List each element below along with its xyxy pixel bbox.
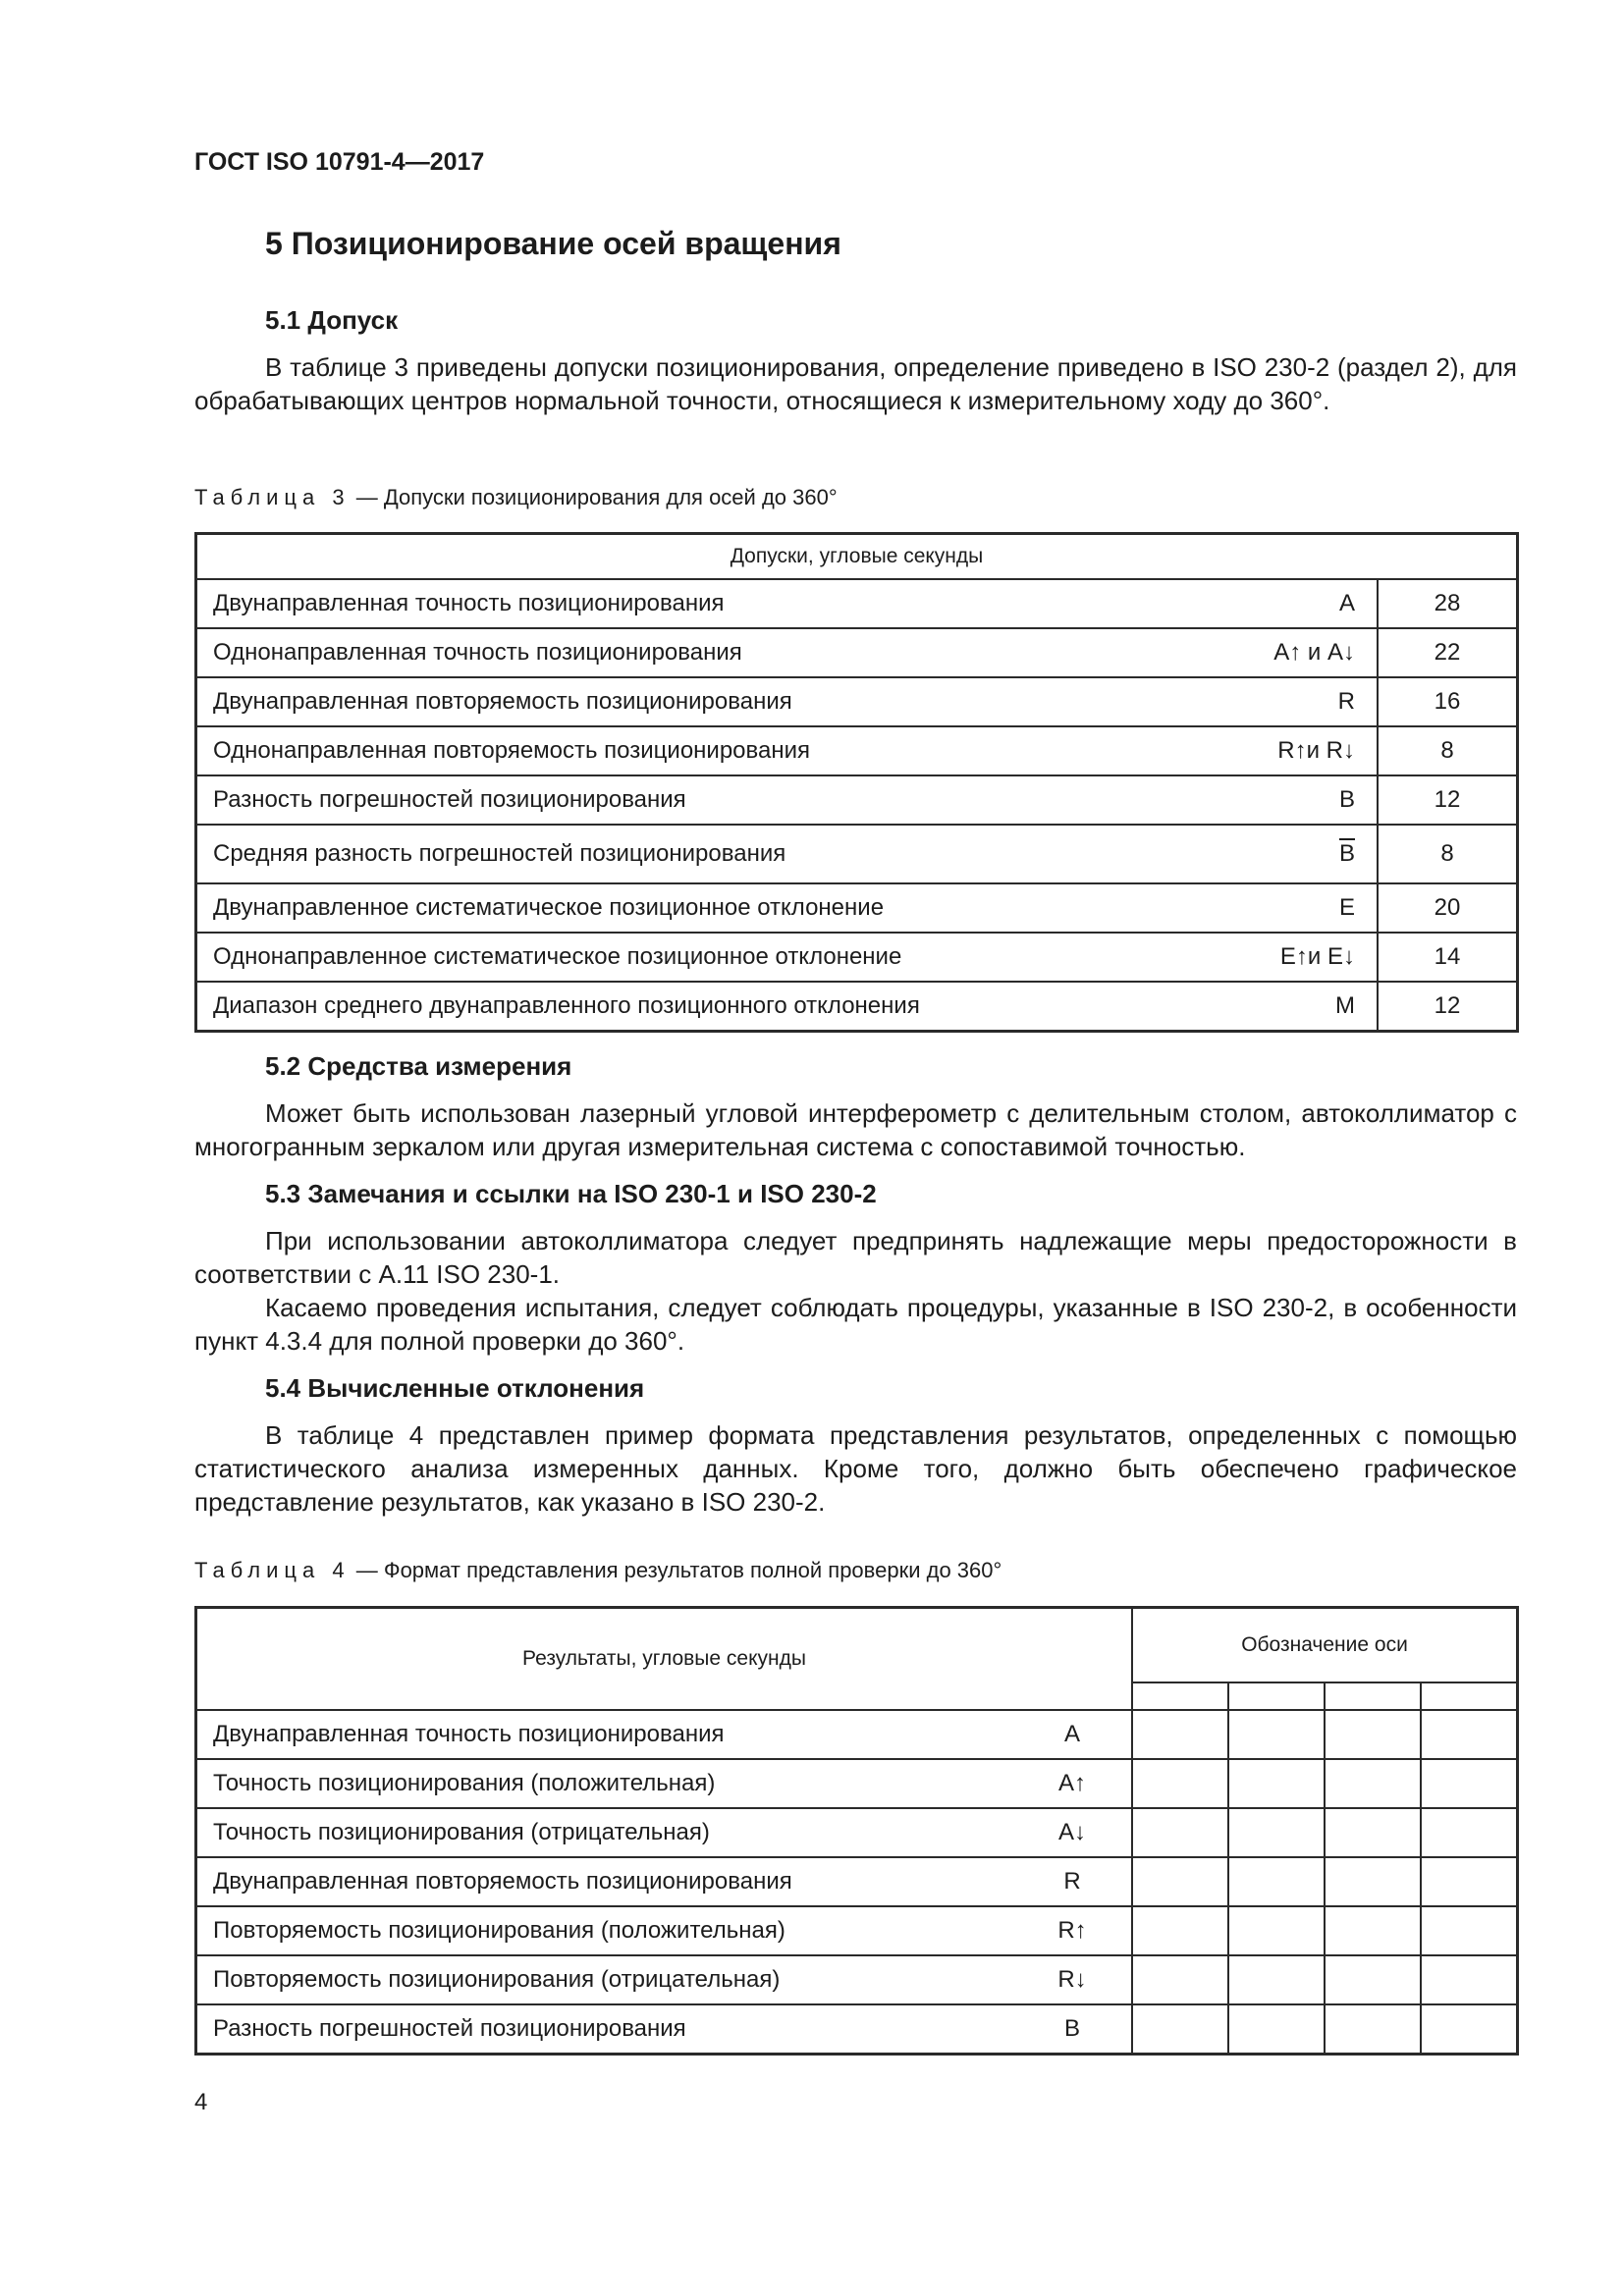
axis-value-cell [1325, 1808, 1421, 1857]
row-name: Однонаправленная точность позиционирования [196, 628, 1230, 677]
row-symbol: A [1013, 1710, 1132, 1759]
table-row [196, 677, 1518, 726]
row-name: Средняя разность погрешностей позиционирования [196, 825, 1230, 883]
axis-value-cell [1421, 1906, 1518, 1955]
table4-caption [194, 1558, 1001, 1583]
subsection-5-1-text: В таблице 3 приведены допуски позиционирования, определение приведено в ISO 230-2 (раздел 2), для обрабатывающих центров нормальной точности, относящиеся к измерительному ходу до 360°. [194, 352, 1517, 415]
row-name: Диапазон среднего двунаправленного позиционного отклонения [196, 982, 1230, 1032]
row-name: Двунаправленная точность позиционирования [196, 579, 1230, 628]
table3-caption-label: Таблица 3 [194, 485, 351, 509]
table4-header-axis: Обозначение оси [1132, 1608, 1518, 1682]
row-symbol: A↑ [1013, 1759, 1132, 1808]
axis-value-cell [1421, 1710, 1518, 1759]
row-value: 16 [1378, 677, 1518, 726]
table-row [196, 726, 1518, 775]
axis-value-cell [1228, 1955, 1325, 2004]
row-value: 20 [1378, 883, 1518, 933]
row-name: Однонаправленная повторяемость позиционирования [196, 726, 1230, 775]
row-name: Однонаправленное систематическое позиционное отклонение [196, 933, 1230, 982]
row-symbol: E↑и E↓ [1229, 933, 1378, 982]
row-name: Двунаправленная повторяемость позиционирования [196, 677, 1230, 726]
axis-value-cell [1132, 1759, 1228, 1808]
row-symbol: A↓ [1013, 1808, 1132, 1857]
table4 [194, 1606, 1519, 2056]
row-value: 12 [1378, 775, 1518, 825]
table-row [196, 825, 1518, 883]
axis-header-cell [1132, 1682, 1228, 1710]
subsection-5-4-text: В таблице 4 представлен пример формата представления результатов, определенных с помощью статистического анализа измеренных данных. Кроме того, должно быть обеспечено графическое представление результатов, как указано в ISO 230-2. [194, 1420, 1517, 1517]
axis-value-cell [1325, 2004, 1421, 2055]
axis-value-cell [1228, 1759, 1325, 1808]
axis-value-cell [1421, 1759, 1518, 1808]
table3-caption [194, 485, 838, 510]
axis-value-cell [1132, 1808, 1228, 1857]
row-value: 8 [1378, 726, 1518, 775]
axis-value-cell [1325, 1955, 1421, 2004]
axis-value-cell [1132, 1710, 1228, 1759]
row-symbol: B [1229, 775, 1378, 825]
subsection-5-2-text: Может быть использован лазерный угловой интерферометр с делительным столом, автоколлиматор с многогранным зеркалом или другая измерительная система с сопоставимой точностью. [194, 1098, 1517, 1161]
subsection-5-4-title: 5.4 Вычисленные отклонения [265, 1373, 645, 1403]
table-row [196, 883, 1518, 933]
row-name: Повторяемость позиционирования (отрицательная) [196, 1955, 1014, 2004]
axis-value-cell [1132, 1906, 1228, 1955]
axis-value-cell [1421, 2004, 1518, 2055]
row-value: 22 [1378, 628, 1518, 677]
axis-value-cell [1421, 1955, 1518, 2004]
mean-bar-symbol: $\overline{B}$ [1338, 840, 1355, 867]
row-name: Точность позиционирования (положительная) [196, 1759, 1014, 1808]
table-row [196, 1710, 1518, 1759]
row-value: 8 [1378, 825, 1518, 883]
row-name: Двунаправленная повторяемость позиционирования [196, 1857, 1014, 1906]
axis-value-cell [1228, 1857, 1325, 1906]
row-name: Разность погрешностей позиционирования [196, 2004, 1014, 2055]
table3 [194, 532, 1519, 1033]
row-symbol: A↑ и A↓ [1229, 628, 1378, 677]
axis-value-cell [1325, 1906, 1421, 1955]
table3-caption-text: — Допуски позиционирования для осей до 360° [355, 485, 838, 509]
table-row [196, 579, 1518, 628]
table4-caption-label: Таблица 4 [194, 1558, 351, 1582]
subsection-5-3-text-1: При использовании автоколлиматора следует предпринять надлежащие меры предосторожности в соответствии с А.11 ISO 230-1. [194, 1226, 1517, 1289]
table-row [196, 1808, 1518, 1857]
table-row [196, 982, 1518, 1032]
subsection-5-1-title: 5.1 Допуск [265, 305, 399, 335]
page-number: 4 [194, 2089, 208, 2115]
subsection-5-2-title: 5.2 Средства измерения [265, 1051, 572, 1081]
table4-caption-text: — Формат представления результатов полной проверки до 360° [355, 1558, 1002, 1582]
table-row [196, 775, 1518, 825]
table-row [196, 933, 1518, 982]
axis-header-cell [1421, 1682, 1518, 1710]
row-name: Точность позиционирования (отрицательная) [196, 1808, 1014, 1857]
section-title: 5 Позиционирование осей вращения [265, 226, 841, 261]
axis-value-cell [1228, 1808, 1325, 1857]
axis-value-cell [1132, 2004, 1228, 2055]
row-symbol: E [1229, 883, 1378, 933]
row-symbol: R↓ [1013, 1955, 1132, 2004]
table3-header: Допуски, угловые секунды [196, 534, 1518, 580]
document-id: ГОСТ ISO 10791-4—2017 [194, 148, 485, 176]
axis-value-cell [1132, 1857, 1228, 1906]
axis-value-cell [1421, 1808, 1518, 1857]
row-symbol: R↑и R↓ [1229, 726, 1378, 775]
table-row [196, 1955, 1518, 2004]
row-value: 14 [1378, 933, 1518, 982]
row-name: Двунаправленное систематическое позиционное отклонение [196, 883, 1230, 933]
subsection-5-3-title: 5.3 Замечания и ссылки на ISO 230-1 и ISO 230-2 [265, 1179, 877, 1208]
axis-value-cell [1228, 2004, 1325, 2055]
row-value: 12 [1378, 982, 1518, 1032]
row-symbol: R↑ [1013, 1906, 1132, 1955]
axis-header-cell [1228, 1682, 1325, 1710]
subsection-5-3-text-2: Касаемо проведения испытания, следует соблюдать процедуры, указанные в ISO 230-2, в особенности пункт 4.3.4 для полной проверки до 360°. [194, 1293, 1517, 1356]
row-value: 28 [1378, 579, 1518, 628]
axis-value-cell [1228, 1710, 1325, 1759]
row-symbol [1229, 825, 1378, 883]
row-symbol: A [1229, 579, 1378, 628]
axis-header-cell [1325, 1682, 1421, 1710]
row-name: Разность погрешностей позиционирования [196, 775, 1230, 825]
row-symbol: B [1013, 2004, 1132, 2055]
row-symbol: M [1229, 982, 1378, 1032]
row-symbol: R [1013, 1857, 1132, 1906]
row-name: Повторяемость позиционирования (положительная) [196, 1906, 1014, 1955]
axis-value-cell [1132, 1955, 1228, 2004]
table-row [196, 1906, 1518, 1955]
axis-value-cell [1325, 1710, 1421, 1759]
table-row [196, 1857, 1518, 1906]
row-name: Двунаправленная точность позиционирования [196, 1710, 1014, 1759]
axis-value-cell [1325, 1759, 1421, 1808]
axis-value-cell [1228, 1906, 1325, 1955]
table-row [196, 1759, 1518, 1808]
table-row [196, 628, 1518, 677]
table4-header-results: Результаты, угловые секунды [196, 1608, 1133, 1710]
row-symbol: R [1229, 677, 1378, 726]
axis-value-cell [1325, 1857, 1421, 1906]
axis-value-cell [1421, 1857, 1518, 1906]
table-row [196, 2004, 1518, 2055]
